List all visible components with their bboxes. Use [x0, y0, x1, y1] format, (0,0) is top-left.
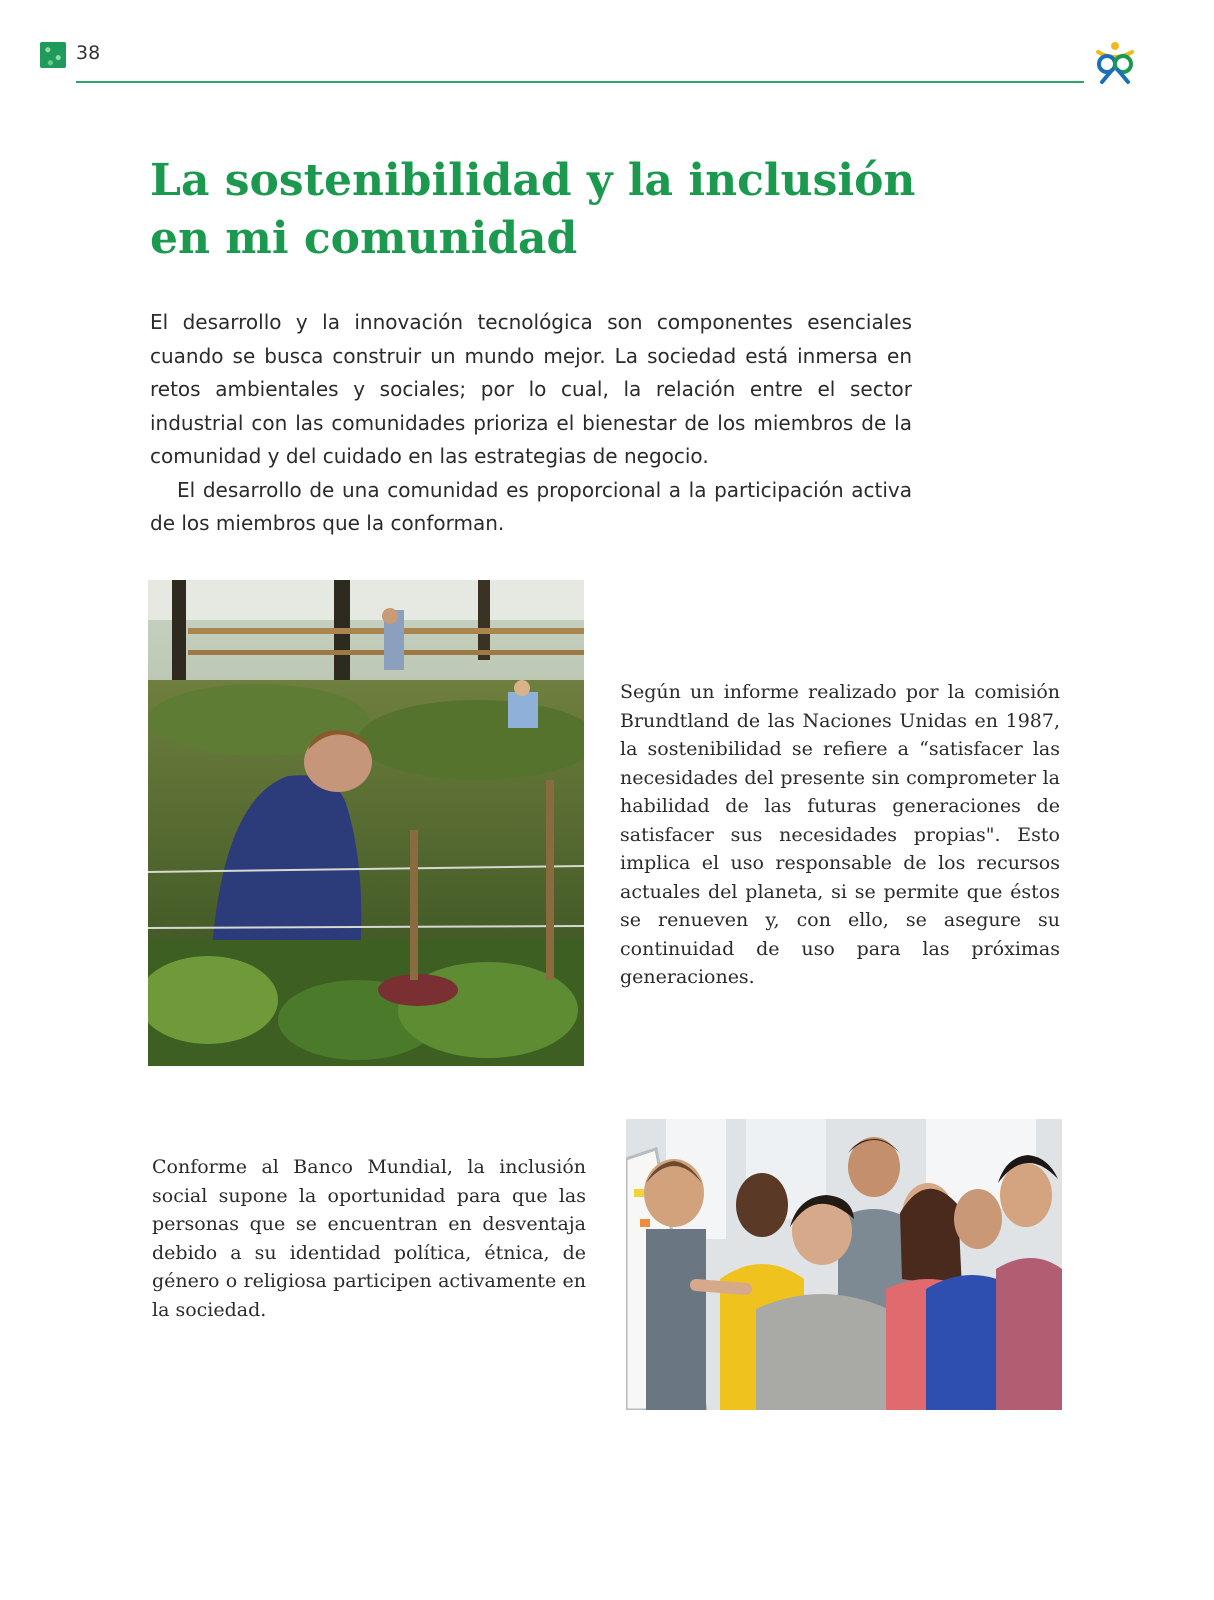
page-number: 38 — [76, 42, 101, 64]
title-line-2: en mi comunidad — [150, 213, 578, 264]
green-leaf-pattern-icon — [40, 42, 66, 68]
intro-paragraph-1: El desarrollo y la innovación tecnológica son componentes esenciales cuando se busca construir un mundo mejor. La sociedad está inmersa en retos ambientales y sociales; por lo cual, la relación entre el sector industrial con las comunidades prioriza el bienestar de los miembros de la comunidad y del cuidado en las estrategias de negocio. — [150, 310, 912, 468]
header-divider — [76, 81, 1084, 83]
team-whiteboard-photo — [626, 1119, 1062, 1410]
sustainability-paragraph: Según un informe realizado por la comisión Brundtland de las Naciones Unidas en 1987, la sostenibilidad se refiere a “satisfacer las necesidades del presente sin comprometer la habilidad de las futuras generaciones de satisfacer sus necesidades propias". Esto implica el uso responsable de los recursos actuales del planeta, si se permite que éstos se renueven y, con ello, se asegure su continuidad de uso para las próximas generaciones. — [620, 681, 1060, 988]
inclusion-paragraph: Conforme al Banco Mundial, la inclusión social supone la oportunidad para que las personas que se encuentran en desventaja debido a su identidad política, étnica, de género o religiosa participen activamente en la sociedad. — [152, 1156, 586, 1321]
community-garden-photo — [148, 580, 584, 1066]
interlinked-figures-logo-icon — [1092, 40, 1138, 86]
intro-section — [150, 306, 912, 541]
intro-paragraph-2: El desarrollo de una comunidad es proporcional a la participación activa de los miembros que la conforman. — [150, 477, 912, 535]
title-line-1: La sostenibilidad y la inclusión — [150, 155, 916, 206]
page-title — [150, 152, 950, 268]
